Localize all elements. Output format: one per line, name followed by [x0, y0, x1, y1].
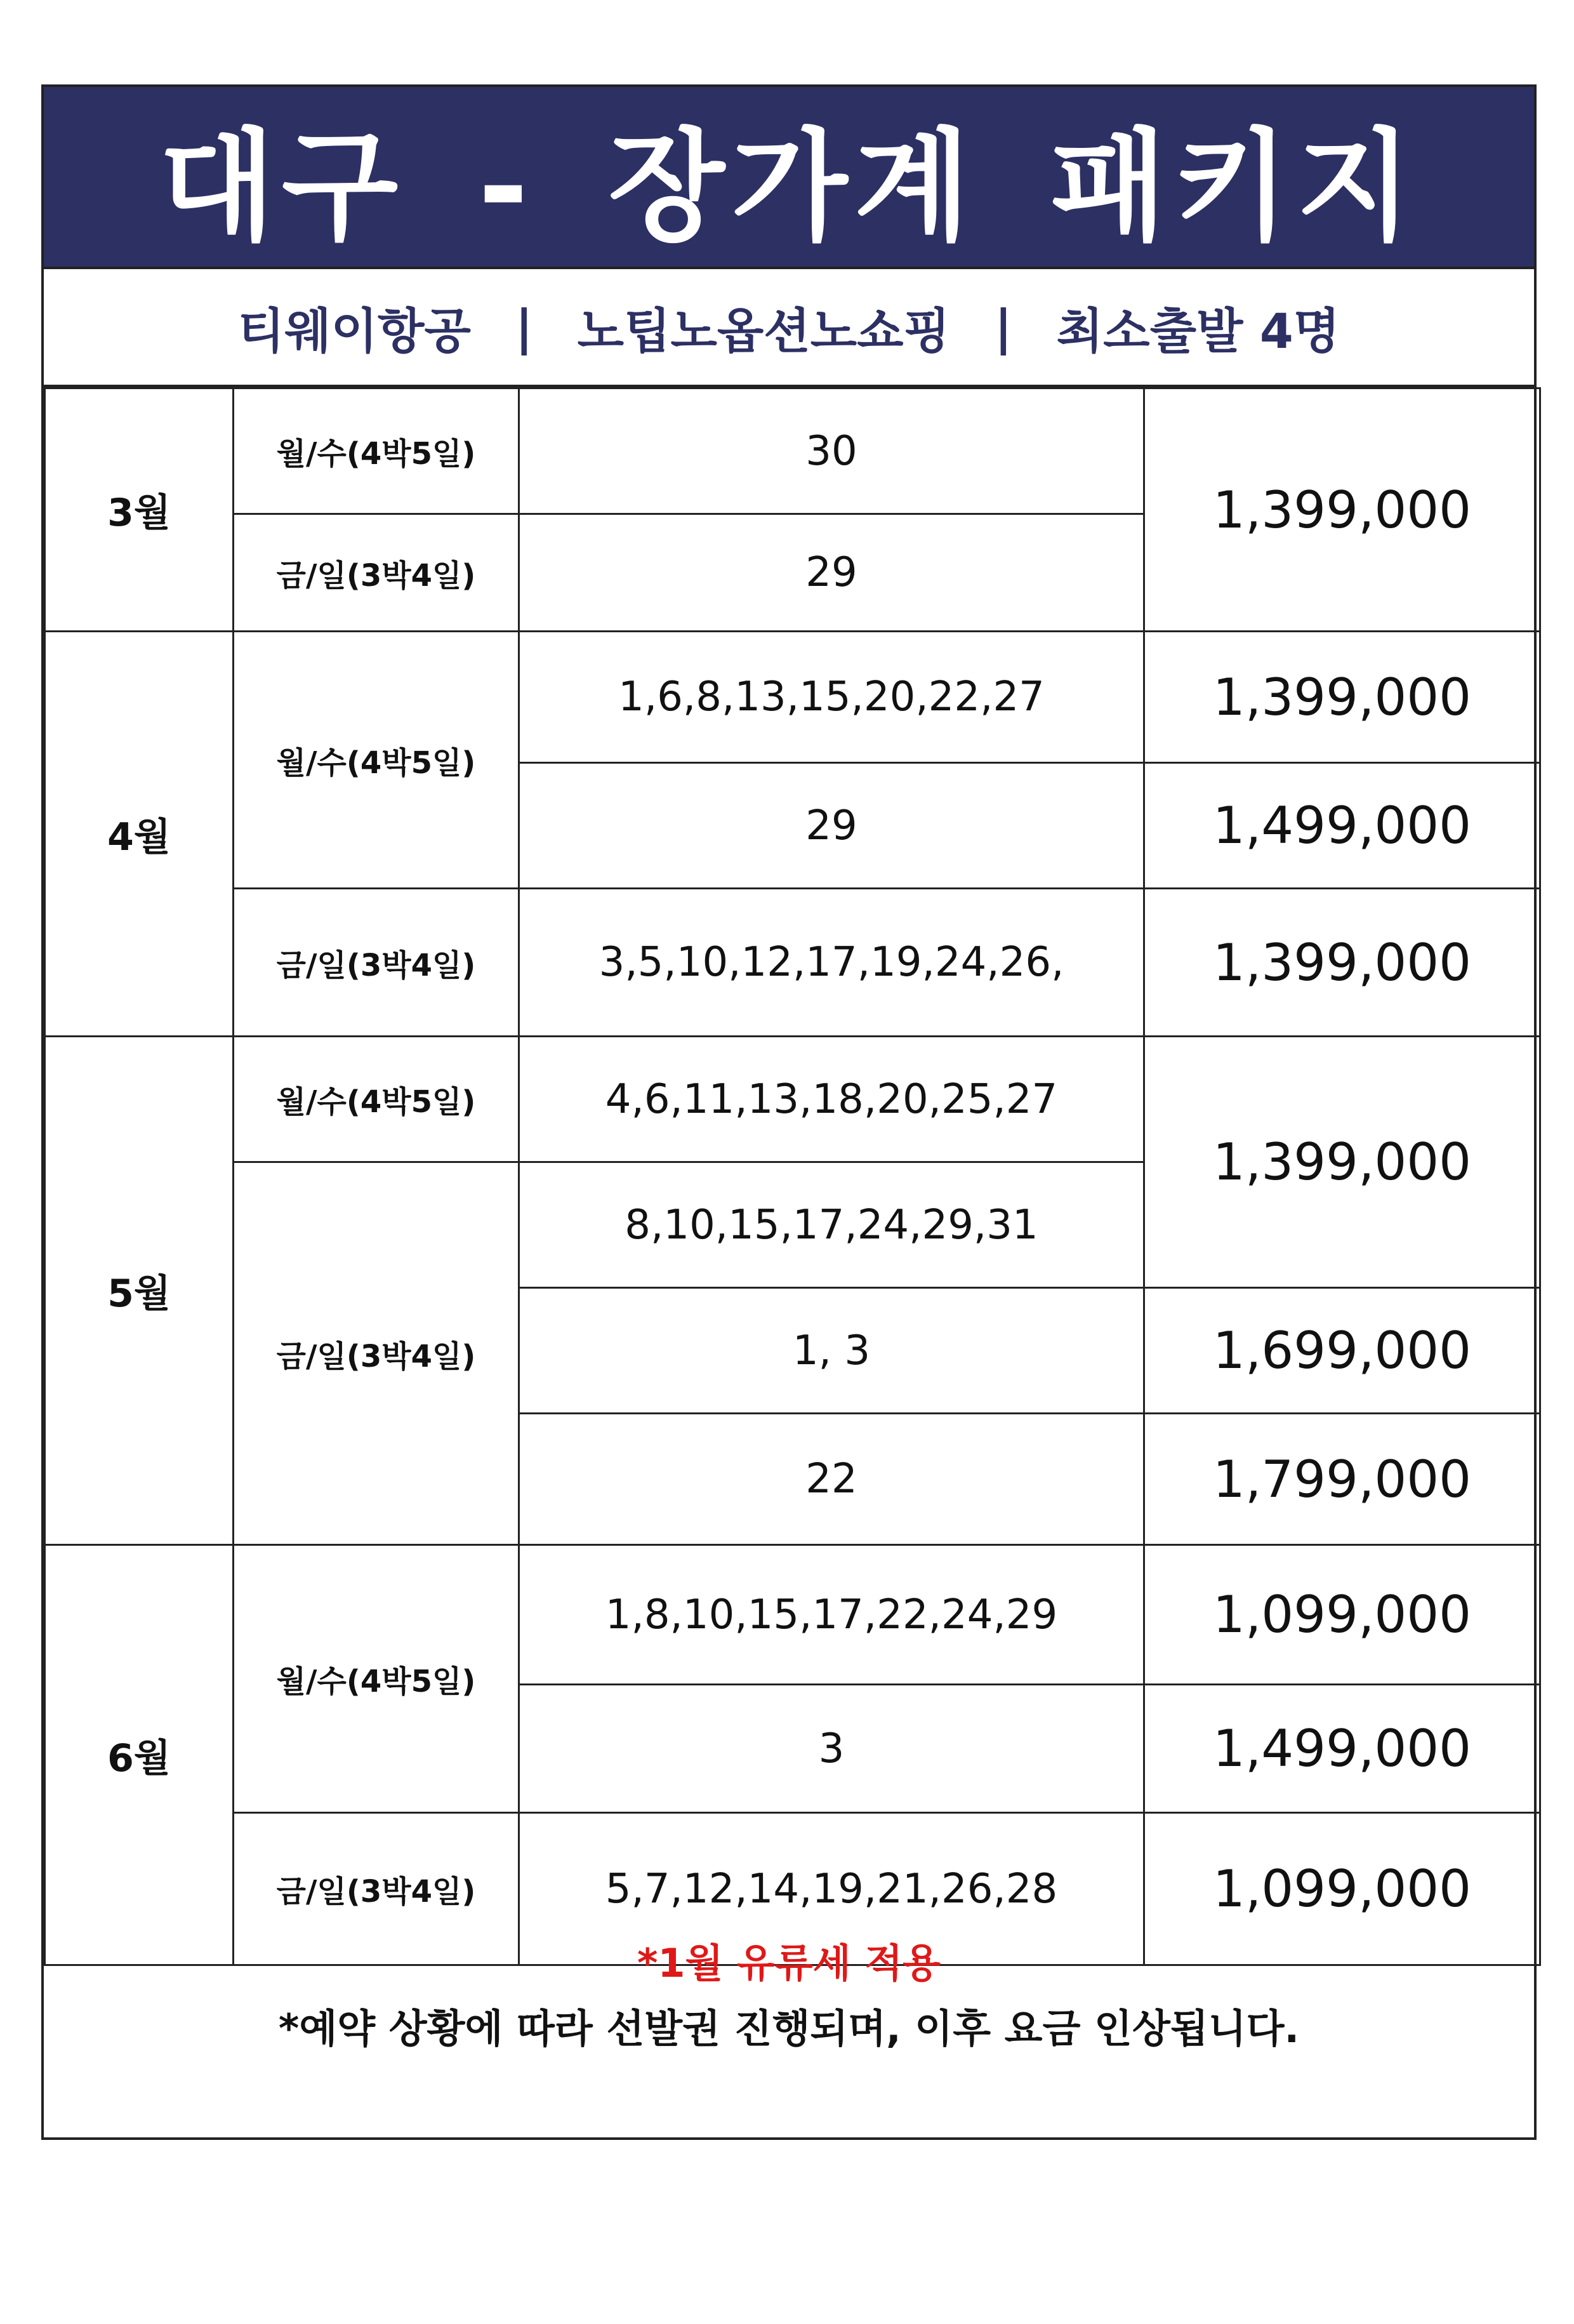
page-title: 대구 - 장가계 패키지 [44, 87, 1534, 267]
schedule-label: 월/수(4박5일) [234, 388, 519, 514]
option-label: 노팁노옵션노쇼핑 [577, 302, 950, 359]
price-cell: 1,099,000 [1144, 1545, 1540, 1685]
table-row [45, 632, 1540, 763]
table-row [45, 1545, 1540, 1685]
dates-cell: 1,8,10,15,17,22,24,29 [519, 1545, 1144, 1685]
dates-cell: 29 [519, 763, 1144, 889]
dates-cell: 4,6,11,13,18,20,25,27 [519, 1037, 1144, 1162]
separator: | [995, 298, 1012, 355]
separator: | [515, 298, 533, 355]
dates-cell: 3 [519, 1685, 1144, 1813]
schedule-label: 월/수(4박5일) [234, 1545, 519, 1813]
schedule-label: 월/수(4박5일) [234, 632, 519, 889]
schedule-label: 금/일(3박4일) [234, 1162, 519, 1545]
price-cell: 1,499,000 [1144, 1685, 1540, 1813]
price-cell: 1,399,000 [1144, 1037, 1540, 1288]
price-cell: 1,699,000 [1144, 1288, 1540, 1414]
price-cell: 1,799,000 [1144, 1414, 1540, 1545]
table-row [45, 889, 1540, 1037]
month-cell: 6월 [45, 1545, 234, 1965]
dates-cell: 8,10,15,17,24,29,31 [519, 1162, 1144, 1288]
month-cell: 3월 [45, 388, 234, 632]
dates-cell: 1, 3 [519, 1288, 1144, 1414]
subtitle-bar [44, 267, 1534, 387]
notes-section [44, 1845, 1534, 2140]
price-cell: 1,399,000 [1144, 632, 1540, 763]
schedule-label: 금/일(3박4일) [234, 1813, 519, 1965]
price-cell: 1,399,000 [1144, 388, 1540, 632]
booking-note: *예약 상황에 따라 선발권 진행되며, 이후 요금 인상됩니다. [278, 2005, 1300, 2052]
price-cell: 1,499,000 [1144, 763, 1540, 889]
min-departure-label: 최소출발 4명 [1056, 302, 1340, 359]
schedule-label: 월/수(4박5일) [234, 1037, 519, 1162]
dates-cell: 5,7,12,14,19,21,26,28 [519, 1813, 1144, 1965]
price-cell: 1,099,000 [1144, 1813, 1540, 1965]
package-sheet [41, 84, 1537, 2140]
schedule-label: 금/일(3박4일) [234, 889, 519, 1037]
month-cell: 4월 [45, 632, 234, 1037]
table-row [45, 388, 1540, 514]
dates-cell: 22 [519, 1414, 1144, 1545]
price-table [44, 387, 1541, 1966]
dates-cell: 29 [519, 514, 1144, 632]
month-cell: 5월 [45, 1037, 234, 1545]
price-cell: 1,399,000 [1144, 889, 1540, 1037]
dates-cell: 30 [519, 388, 1144, 514]
fuel-surcharge-note: *1월 유류세 적용 [637, 1940, 941, 1986]
schedule-label: 금/일(3박4일) [234, 514, 519, 632]
dates-cell: 1,6,8,13,15,20,22,27 [519, 632, 1144, 763]
dates-cell: 3,5,10,12,17,19,24,26, [519, 889, 1144, 1037]
airline-label: 티웨이항공 [237, 302, 471, 359]
table-row [45, 1037, 1540, 1162]
